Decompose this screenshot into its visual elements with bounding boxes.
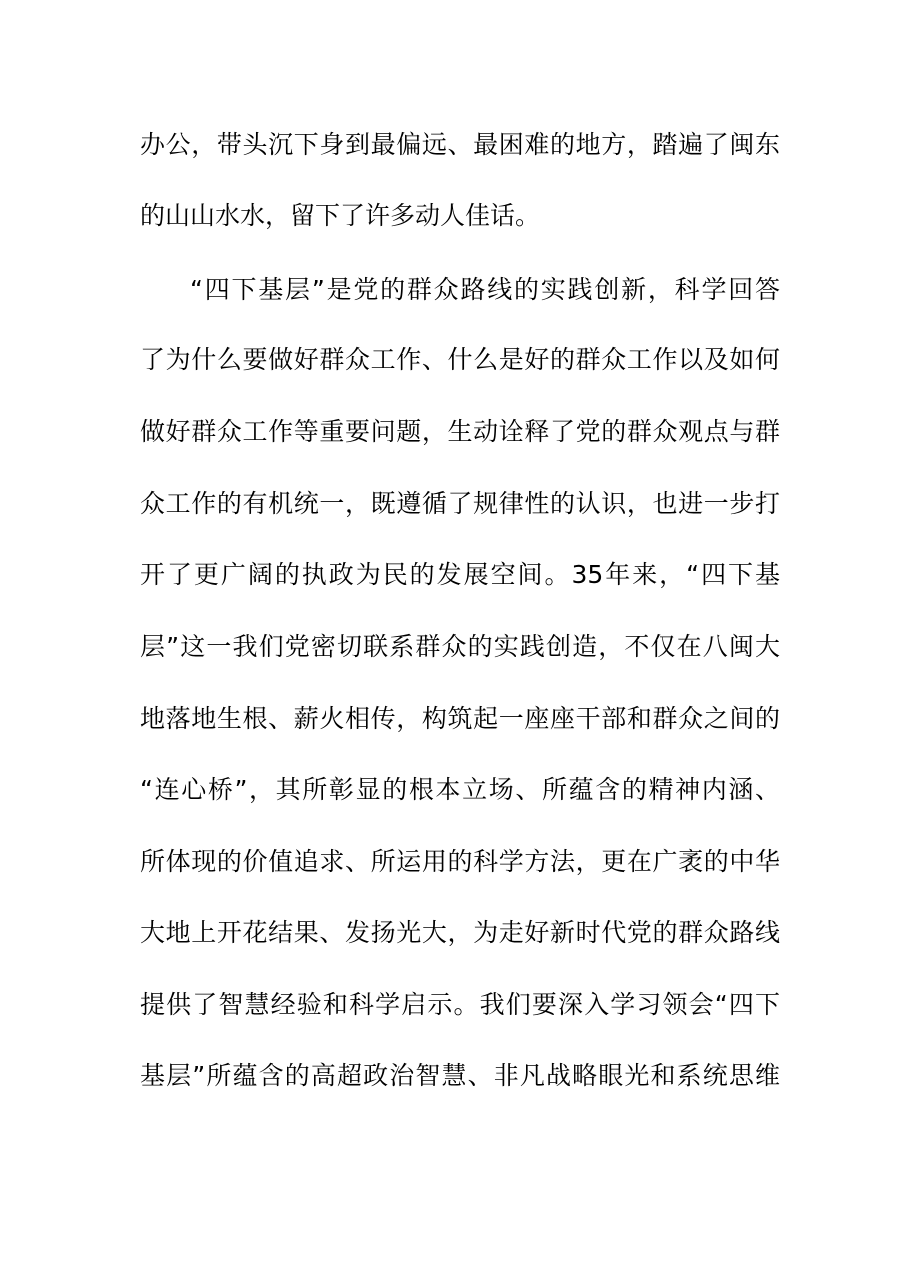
text-line: 的山山水水，留下了许多动人佳话。 (140, 201, 541, 230)
text-line: 大地上开花结果、发扬光大，为走好新时代党的群众路线 (140, 918, 780, 947)
text-line: 办公，带头沉下身到最偏远、最困难的地方，踏遍了闽东 (140, 130, 780, 159)
text-line: 基层”所蕴含的高超政治智慧、非凡战略眼光和系统思维 (140, 1061, 780, 1090)
text-line: 众工作的有机统一，既遵循了规律性的认识，也进一步打 (140, 489, 780, 518)
paragraph-first-line: “四下基层”是党的群众路线的实践创新，科学回答 (190, 275, 780, 304)
text-line: 地落地生根、薪火相传，构筑起一座座干部和群众之间的 (140, 704, 780, 733)
text-line: 提供了智慧经验和科学启示。我们要深入学习领会“四下 (140, 990, 780, 1019)
text-line: 层”这一我们党密切联系群众的实践创造，不仅在八闽大 (140, 632, 780, 661)
text-line: 了为什么要做好群众工作、什么是好的群众工作以及如何 (140, 345, 780, 374)
text-line: “连心桥”，其所彰显的根本立场、所蕴含的精神内涵、 (140, 775, 780, 804)
text-line: 所体现的价值追求、所运用的科学方法，更在广袤的中华 (140, 847, 780, 876)
text-line: 做好群众工作等重要问题，生动诠释了党的群众观点与群 (140, 417, 780, 446)
text-line: 开了更广阔的执政为民的发展空间。35年来，“四下基 (140, 560, 780, 589)
